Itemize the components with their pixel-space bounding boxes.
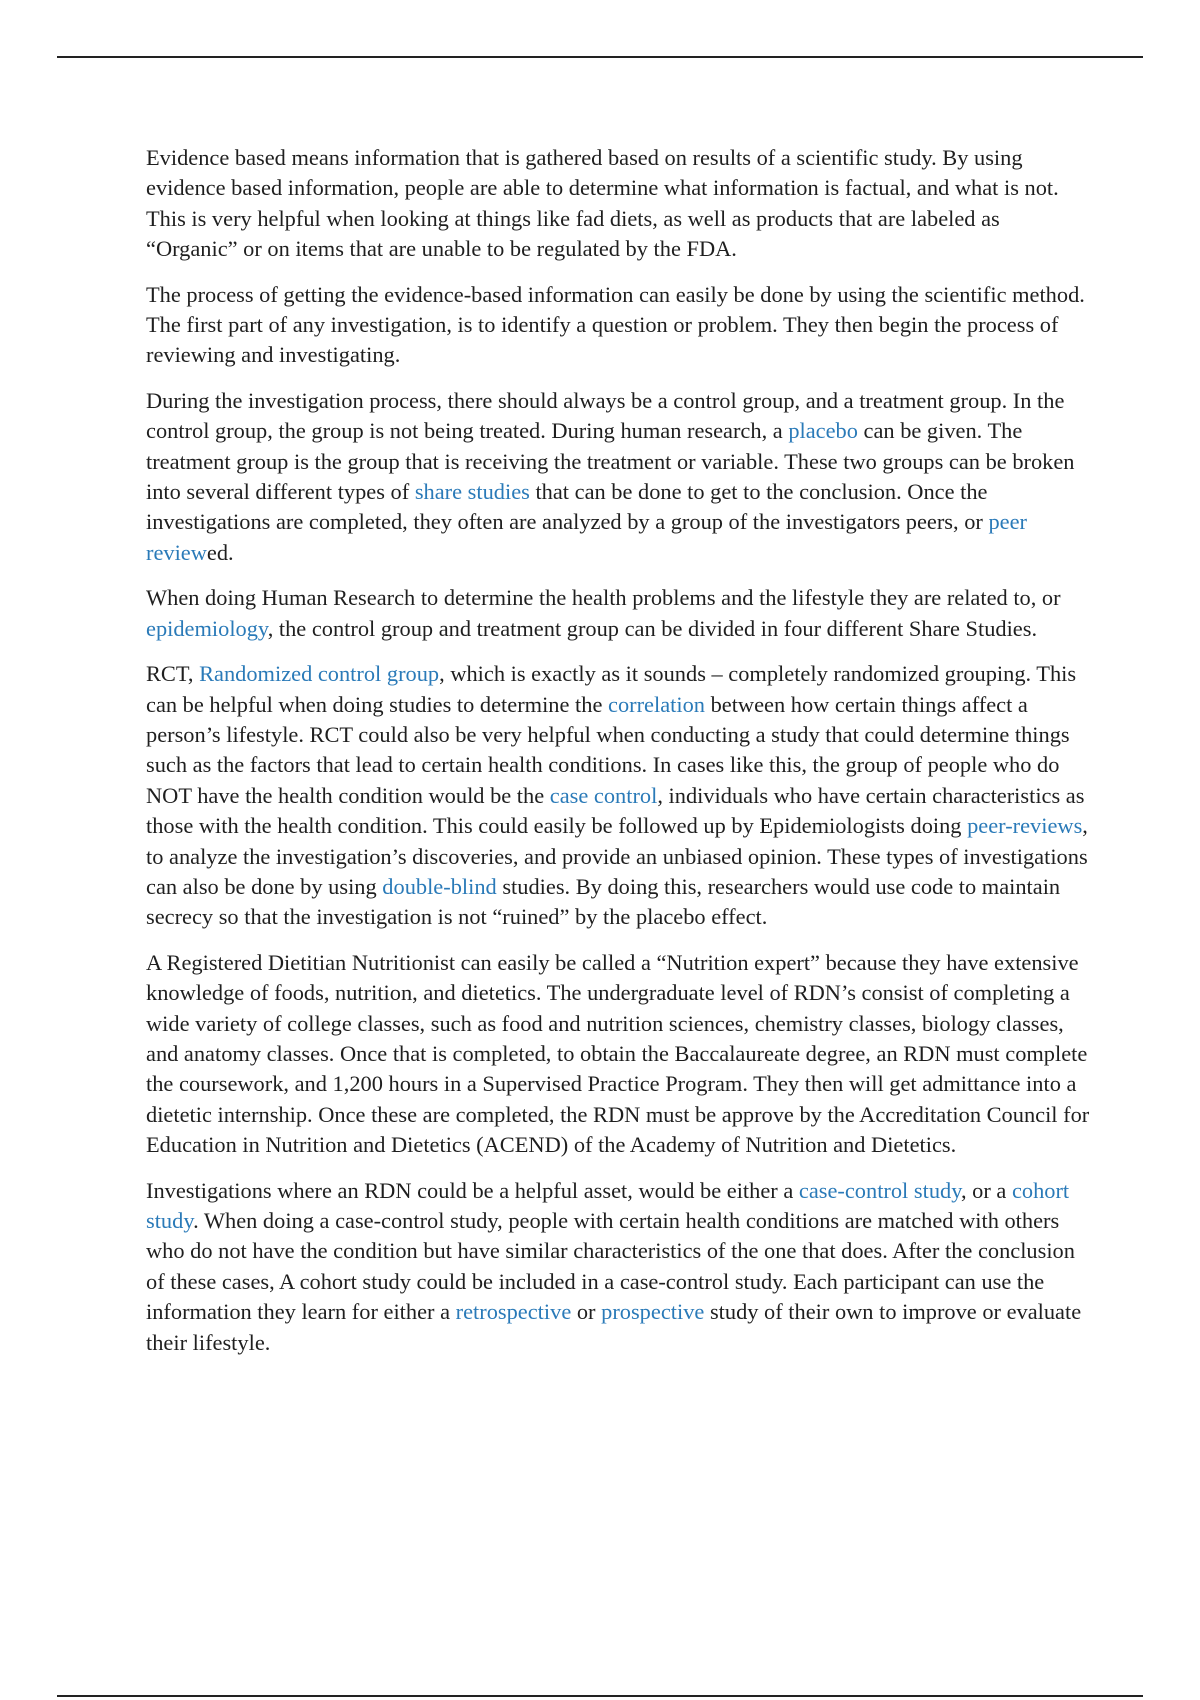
- paragraph: [146, 1176, 1091, 1358]
- paragraph: [146, 583, 1091, 644]
- glossary-link[interactable]: peer review: [146, 509, 1028, 565]
- glossary-link[interactable]: placebo: [788, 418, 858, 444]
- paragraph-text: The process of getting the evidence-based information can easily be done by using the scientific method. The first part of any investigation, is to identify a question or problem. They then begin the process of reviewing and investigating.: [146, 281, 1085, 368]
- paragraph-text: that can be done to get to the conclusion. Once the investigations are completed, they often are analyzed by a group of the investigators peers, or: [146, 479, 989, 535]
- paragraph-text: studies. By doing this, researchers would use code to maintain secrecy so that the investigation is not “ruined” by the placebo effect.: [146, 873, 1061, 930]
- paragraph-text: During the investigation process, there should always be a control group, and a treatment group. In the control group, the group is not being treated. During human research, a: [146, 387, 1065, 444]
- paragraph: [146, 280, 1091, 371]
- glossary-link[interactable]: share studies: [414, 479, 530, 505]
- paragraph-text: can be given. The treatment group is the group that is receiving the treatment or variable. These two groups can be broken into several different types of: [146, 418, 1075, 505]
- paragraph-text: ed.: [206, 539, 234, 565]
- header-rule: [57, 56, 1143, 58]
- paragraph: [146, 659, 1091, 933]
- paragraph-text: . When doing a case-control study, people with certain health conditions are matched with others who do not have the condition but have similar characteristics of the one that does. After the conclusion of these cases, A cohort study could be included in a case-control study. Each participant can use the information they learn for either a: [146, 1208, 1075, 1325]
- paragraph-text: , the control group and treatment group can be divided in four different Share Studies.: [267, 615, 1038, 641]
- paragraph-text: , or a: [960, 1177, 1012, 1203]
- paragraph-text: When doing Human Research to determine the health problems and the lifestyle they are related to, or: [146, 585, 1061, 611]
- paragraph-text: , which is exactly as it sounds – completely randomized grouping. This can be helpful when doing studies to determine the: [146, 661, 1077, 717]
- paragraph-text: A Registered Dietitian Nutritionist can easily be called a “Nutrition expert” because they have extensive knowledge of foods, nutrition, and dietetics. The undergraduate level of RDN’s consist of completing a wide variety of college classes, such as food and nutrition sciences, chemistry classes, biology classes, and anatomy classes. Once that is completed, to obtain the Baccalaureate degree, an RDN must complete the coursework, and 1,200 hours in a Supervised Practice Program. They then will get admittance into a dietetic internship. Once these are completed, the RDN must be approve by the Accreditation Council for Education in Nutrition and Dietetics (ACEND) of the Academy of Nutrition and Dietetics.: [146, 949, 1090, 1158]
- paragraph-text: or: [571, 1299, 602, 1325]
- document-body: [146, 143, 1091, 1373]
- glossary-link[interactable]: prospective: [601, 1299, 705, 1325]
- glossary-link[interactable]: correlation: [608, 691, 705, 717]
- glossary-link[interactable]: case control: [549, 782, 658, 808]
- paragraph: [146, 143, 1091, 265]
- glossary-link[interactable]: double-blind: [382, 873, 497, 899]
- footer-rule: [57, 1695, 1143, 1697]
- paragraph: [146, 386, 1091, 568]
- glossary-link[interactable]: epidemiology: [146, 615, 268, 641]
- glossary-link[interactable]: cohort study: [146, 1177, 1070, 1233]
- paragraph-text: between how certain things affect a person’s lifestyle. RCT could also be very helpful when conducting a study that could determine things such as the factors that lead to certain health conditions. In cases like this, the group of people who do NOT have the health condition would be the: [146, 691, 1070, 808]
- glossary-link[interactable]: retrospective: [455, 1299, 572, 1325]
- paragraph-text: Evidence based means information that is gathered based on results of a scientific study. By using evidence based information, people are able to determine what information is factual, and what is not. This is very helpful when looking at things like fad diets, as well as products that are labeled as “Organic” or on items that are unable to be regulated by the FDA.: [146, 145, 1059, 262]
- paragraph-text: , to analyze the investigation’s discoveries, and provide an unbiased opinion. These types of investigations can also be done by using: [146, 813, 1088, 899]
- paragraph-text: RCT,: [146, 661, 200, 687]
- glossary-link[interactable]: peer-reviews: [967, 813, 1083, 839]
- paragraph-text: , individuals who have certain characteristics as those with the health condition. This could easily be followed up by Epidemiologists doing: [146, 782, 1085, 839]
- paragraph-text: Investigations where an RDN could be a helpful asset, would be either a: [146, 1177, 799, 1203]
- glossary-link[interactable]: case-control study: [798, 1177, 961, 1203]
- paragraph: [146, 948, 1091, 1161]
- glossary-link[interactable]: Randomized control group: [199, 661, 440, 687]
- paragraph-text: study of their own to improve or evaluate their lifestyle.: [146, 1299, 1082, 1355]
